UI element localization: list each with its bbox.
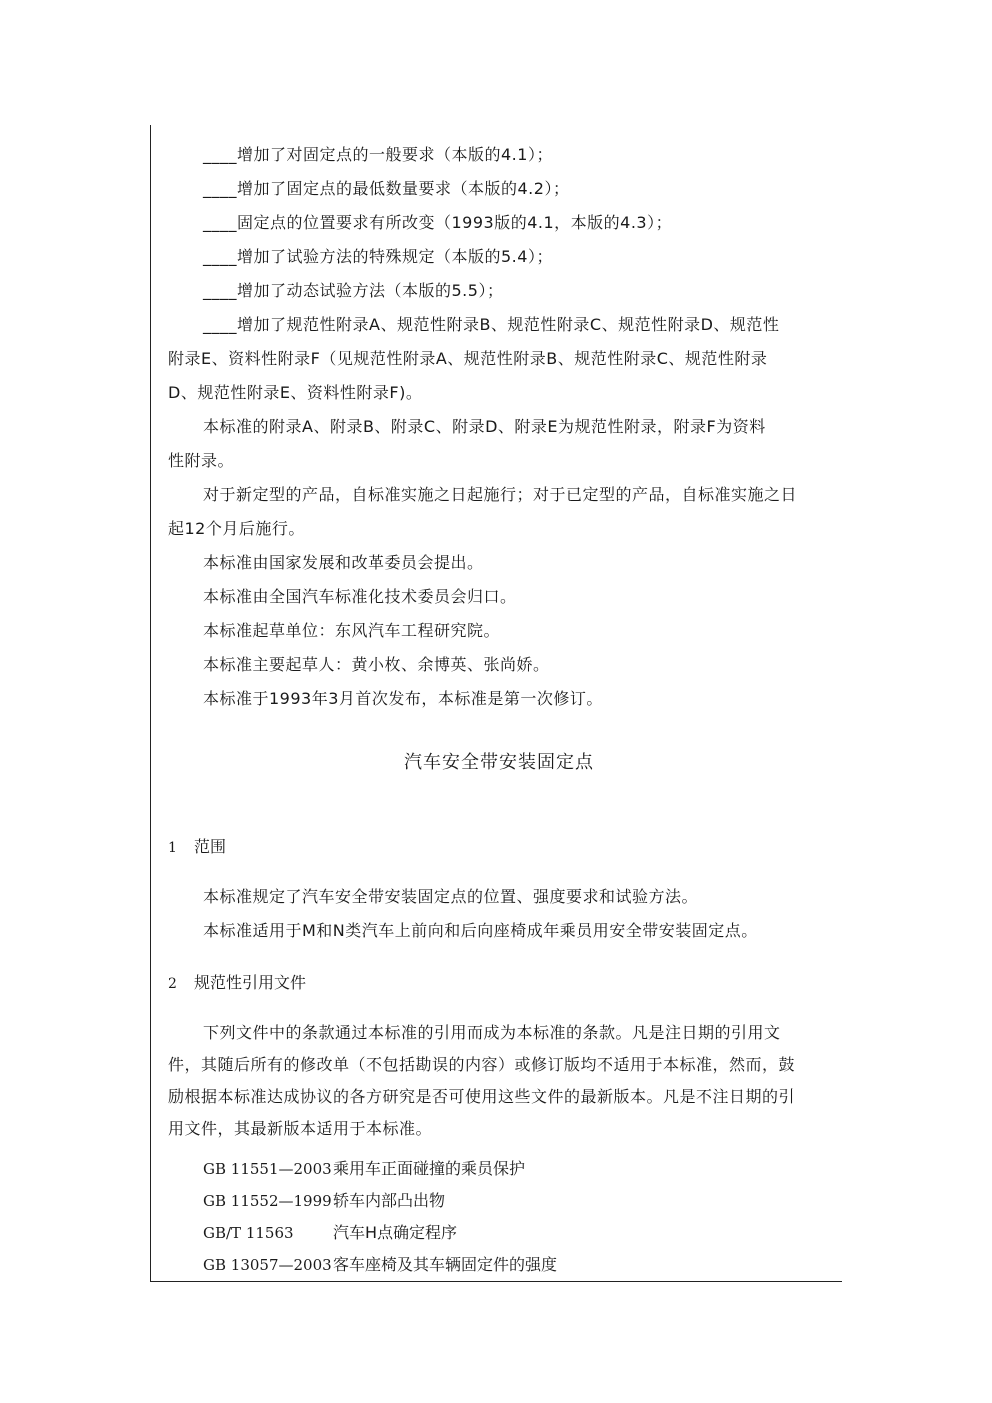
normative-intro-line: 用文件，其最新版本适用于本标准。 [168, 1119, 433, 1138]
page-frame-left-border [150, 125, 151, 1282]
reference-code: GB 11551—2003 [203, 1160, 332, 1178]
section-number: 2 [168, 976, 177, 992]
section-number: 1 [168, 840, 177, 856]
change-item: ____增加了动态试验方法（本版的5.5）； [203, 281, 504, 300]
reference-title: 乘用车正面碰撞的乘员保护 [333, 1159, 526, 1178]
reference-title: 轿车内部凸出物 [333, 1191, 446, 1210]
change-item: ____固定点的位置要求有所改变（1993版的4.1，本版的4.3）； [203, 213, 673, 232]
annex-change-line: 附录E、资料性附录F（见规范性附录A、规范性附录B、规范性附录C、规范性附录 [168, 349, 768, 368]
normative-intro-line: 件，其随后所有的修改单（不包括勘误的内容）或修订版均不适用于本标准，然而，鼓 [168, 1055, 796, 1074]
implementation-line: 对于新定型的产品，自标准实施之日起施行；对于已定型的产品，自标准实施之日 [203, 485, 798, 504]
normative-intro-line: 下列文件中的条款通过本标准的引用而成为本标准的条款。凡是注日期的引用文 [203, 1023, 781, 1042]
section-2-heading [168, 970, 306, 993]
reference-item [203, 1188, 445, 1211]
reference-code: GB/T 11563 [203, 1224, 294, 1242]
implementation-line: 起12个月后施行。 [168, 519, 305, 538]
section-title: 范围 [194, 837, 227, 856]
drafters: 本标准主要起草人：黄小枚、余博英、张尚娇。 [203, 655, 550, 674]
normative-intro-line: 励根据本标准达成协议的各方研究是否可使用这些文件的最新版本。凡是不注日期的引 [168, 1087, 796, 1106]
change-item: ____增加了对固定点的一般要求（本版的4.1）； [203, 145, 553, 164]
page-frame-bottom-border [150, 1281, 842, 1282]
centralized-by: 本标准由全国汽车标准化技术委员会归口。 [203, 587, 517, 606]
change-item: ____增加了试验方法的特殊规定（本版的5.4）； [203, 247, 553, 266]
annex-change-line: ____增加了规范性附录A、规范性附录B、规范性附录C、规范性附录D、规范性 [203, 315, 780, 334]
reference-title: 汽车H点确定程序 [333, 1223, 458, 1242]
section-1-heading [168, 834, 226, 857]
annex-note-line: 性附录。 [168, 451, 235, 470]
reference-item [203, 1220, 457, 1243]
scope-paragraph: 本标准适用于M和N类汽车上前向和后向座椅成年乘员用安全带安装固定点。 [203, 921, 758, 940]
reference-item [203, 1252, 557, 1275]
change-item: ____增加了固定点的最低数量要求（本版的4.2）； [203, 179, 570, 198]
scope-paragraph: 本标准规定了汽车安全带安装固定点的位置、强度要求和试验方法。 [203, 887, 699, 906]
publication-history: 本标准于1993年3月首次发布，本标准是第一次修订。 [203, 689, 603, 708]
reference-code: GB 11552—1999 [203, 1192, 332, 1210]
proposed-by: 本标准由国家发展和改革委员会提出。 [203, 553, 484, 572]
reference-item [203, 1156, 525, 1179]
section-title: 规范性引用文件 [194, 973, 307, 992]
reference-title: 客车座椅及其车辆固定件的强度 [333, 1255, 558, 1274]
annex-note-line: 本标准的附录A、附录B、附录C、附录D、附录E为规范性附录，附录F为资料 [203, 417, 766, 436]
drafting-unit: 本标准起草单位：东风汽车工程研究院。 [203, 621, 501, 640]
standard-title: 汽车安全带安装固定点 [404, 752, 594, 773]
annex-change-line: D、规范性附录E、资料性附录F)。 [168, 383, 423, 402]
reference-code: GB 13057—2003 [203, 1256, 332, 1274]
